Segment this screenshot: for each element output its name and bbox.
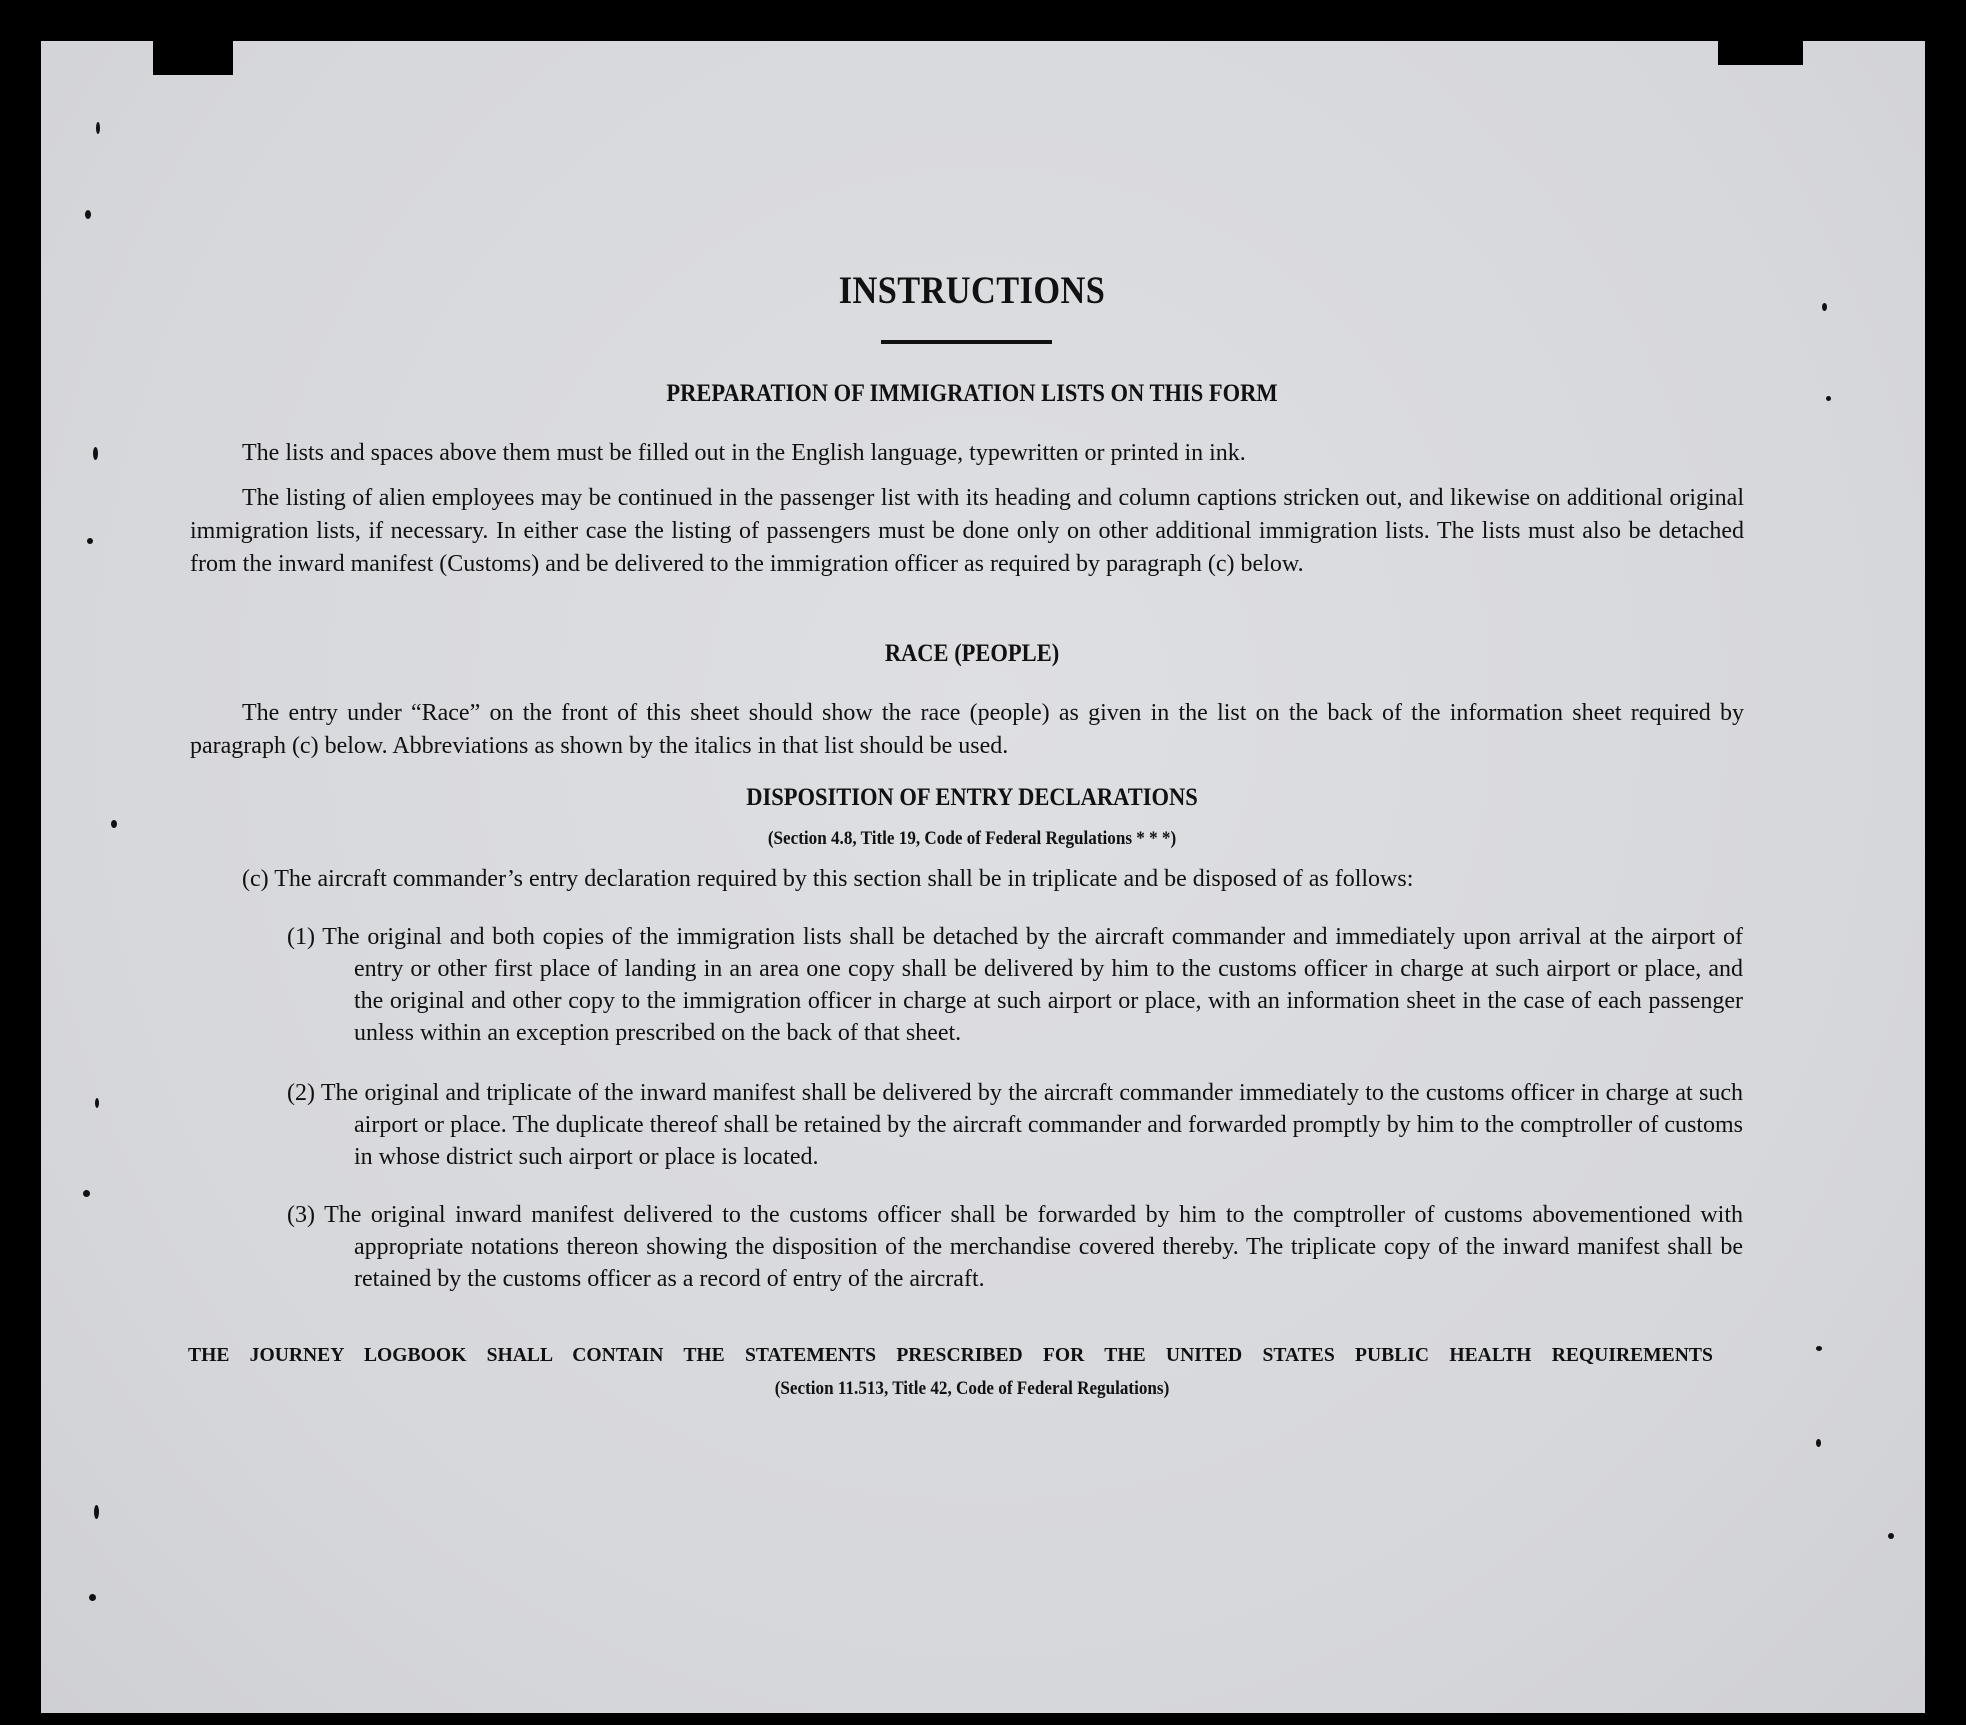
disposition-lead: (c) The aircraft commander’s entry declaration required by this section shall be in triplicate and be disposed of as follows:: [242, 866, 1414, 892]
title-underline: [881, 340, 1052, 344]
disposition-item-2: (2) The original and triplicate of the inward manifest shall be delivered by the aircraft commander immediately to the customs officer in charge at such airport or place. The duplicate thereof shall be retained by the aircraft commander and forwarded promptly by him to the comptroller of customs in whose district such airport or place is located.: [287, 1080, 1743, 1170]
preparation-paragraph-1: The lists and spaces above them must be filled out in the English language, typewritten or printed in ink.: [242, 440, 1246, 466]
disposition-citation: (Section 4.8, Title 19, Code of Federal Regulations * * *): [767, 828, 1177, 849]
footer-citation: (Section 11.513, Title 42, Code of Federal Regulations): [774, 1378, 1170, 1399]
section-heading-disposition: DISPOSITION OF ENTRY DECLARATIONS: [746, 784, 1198, 811]
disposition-item-1: (1) The original and both copies of the immigration lists shall be detached by the aircraft commander and immediately upon arrival at the airport of entry or other first place of landing in an area one copy shall be delivered by him to the customs officer in charge at such airport or place, and the original and other copy to the immigration officer in charge at such airport or place, with an information sheet in the case of each passenger unless within an exception prescribed on the back of that sheet.: [287, 924, 1743, 1046]
disposition-item-3: (3) The original inward manifest delivered to the customs officer shall be forwarded by him to the comptroller of customs abovementioned with appropriate notations thereon showing the disposition of the merchandise covered thereby. The triplicate copy of the inward manifest shall be retained by the customs officer as a record of entry of the aircraft.: [287, 1202, 1743, 1292]
section-heading-preparation: PREPARATION OF IMMIGRATION LISTS ON THIS FORM: [666, 380, 1278, 407]
page-title: INSTRUCTIONS: [838, 269, 1106, 312]
footer-statement: THE JOURNEY LOGBOOK SHALL CONTAIN THE STATEMENTS PRESCRIBED FOR THE UNITED STATES PUBLIC HEALTH REQUIREMENTS: [188, 1344, 1713, 1366]
section-heading-race: RACE (PEOPLE): [884, 640, 1060, 667]
race-paragraph-1: The entry under “Race” on the front of this sheet should show the race (people) as given in the list on the back of the information sheet required by paragraph (c) below. Abbreviations as shown by the italics in that list should be used.: [190, 700, 1744, 759]
preparation-paragraph-2: The listing of alien employees may be continued in the passenger list with its heading and column captions stricken out, and likewise on additional original immigration lists, if necessary. In either case the listing of passengers must be done only on other additional immigration lists. The lists must also be detached from the inward manifest (Customs) and be delivered to the immigration officer as required by paragraph (c) below.: [190, 485, 1744, 577]
